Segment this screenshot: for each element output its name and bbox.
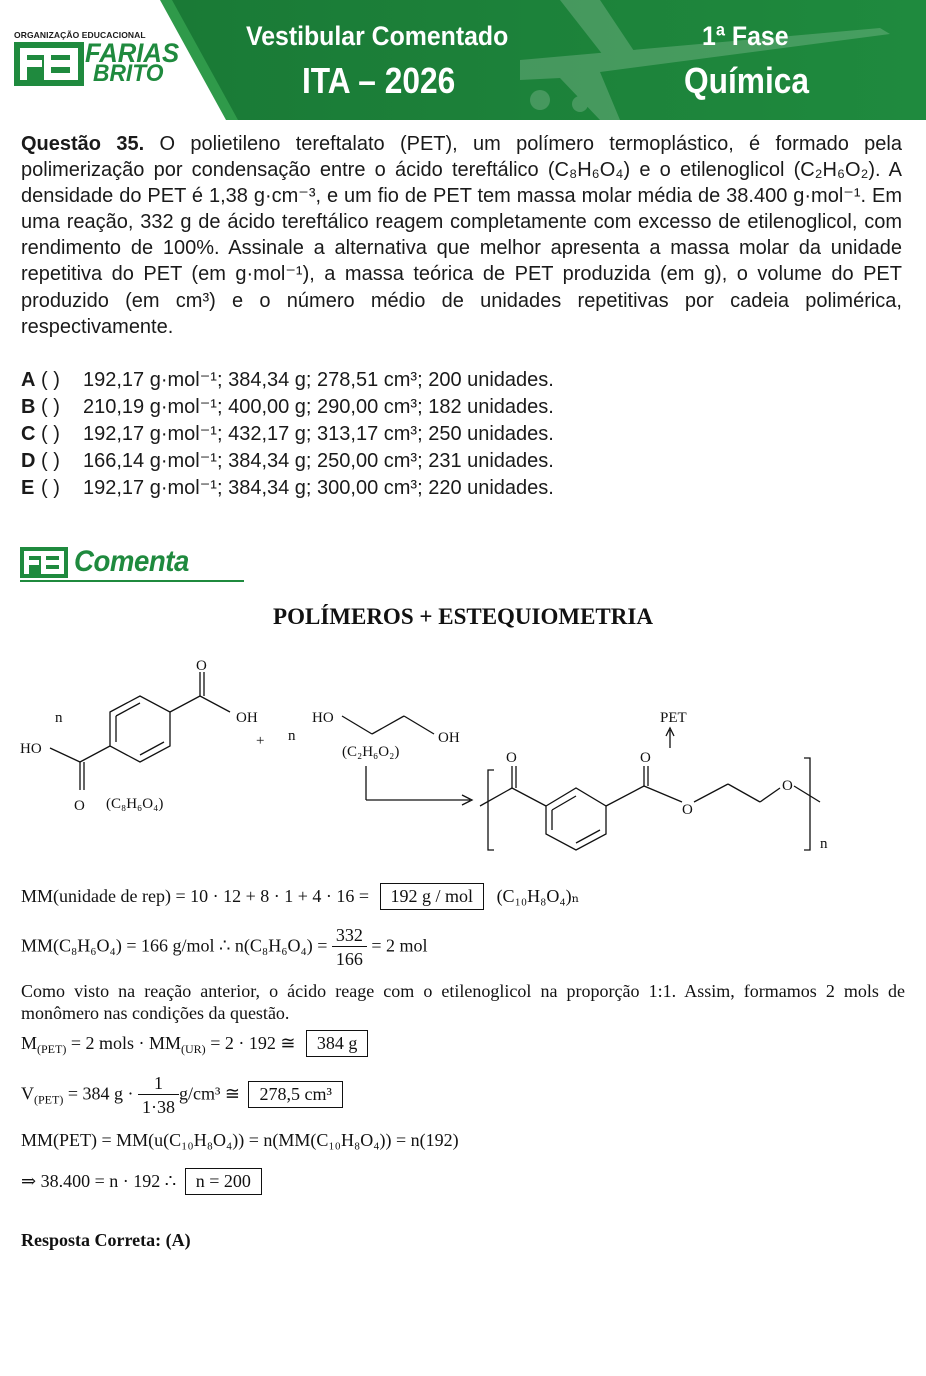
scheme-plus: + (256, 733, 265, 749)
option-checkbox[interactable]: ( ) (41, 477, 60, 500)
scheme-oh-2: OH (438, 730, 460, 746)
option-letter: A (21, 369, 36, 391)
calc-line-4-sub: (PET) (34, 1092, 64, 1107)
pet-o-4: O (782, 778, 793, 794)
question-body: O polietileno tereftalato (PET), um polímero termoplástico, é formado pela polimerização por condensação entre o ácido tereftálico (C₈H₆O₄) e o etilenoglicol (C₂H₆O₂). A densidade do PET é 1,38 g·cm⁻³, e um fio de PET tem massa molar média de 38.400 g·mol⁻¹. Em uma reação, 332 g de ácido tereftálico reagem completamente com excesso de etilenoglicol, com rendimento de 100%. Assinale a alternativa que melhor apresenta a massa molar da unidade repetitiva do PET (em g·mol⁻¹), a massa teórica de PET produzida (em g), o volume do PET produzido (em cm³) e o número médio de unidades repetitivas por cadeia polimérica, respectivamente. (21, 133, 902, 338)
calc-line-2-fraction (332, 924, 367, 971)
calc-line-6 (21, 1168, 262, 1195)
question-text (21, 131, 902, 340)
scheme-n-1: n (55, 710, 63, 726)
option-d[interactable] (21, 448, 554, 475)
calc-line-4-unit: g/cm³ ≅ (178, 1083, 240, 1104)
option-checkbox[interactable]: ( ) (41, 450, 60, 473)
option-letter: D (21, 450, 36, 473)
option-checkbox[interactable]: ( ) (41, 396, 60, 419)
fraction-denominator: 1·38 (141, 1097, 175, 1117)
pet-n: n (820, 836, 828, 852)
option-a[interactable] (21, 367, 554, 394)
question-label: Questão 35. (21, 133, 145, 155)
calc-line-4-v: V (21, 1083, 34, 1104)
calc-line-2-text: MM(C₈H₆O₄) = 166 g/mol ∴ n(C₈H₆O₄) = (21, 935, 328, 956)
solution-paragraph: Como visto na reação anterior, o ácido reage com o etilenoglicol na proporção 1:1. Assim, formamos 2 mols de monômero nas condições da questão. (21, 981, 905, 1023)
calc-line-3 (21, 1030, 368, 1057)
option-letter: C (21, 423, 36, 446)
option-checkbox[interactable]: ( ) (41, 423, 60, 446)
calc-line-1-formula: (C₁₀H₈O₄)ₙ (496, 886, 580, 906)
comenta-title: Comenta (74, 545, 189, 578)
calc-line-3-mid: = 2 mols · MM (66, 1033, 182, 1053)
reaction-scheme (0, 650, 926, 865)
header-subtitle: Vestibular Comentado (246, 21, 509, 51)
header-exam: ITA – 2026 (302, 60, 456, 101)
solution-title: POLÍMEROS + ESTEQUIOMETRIA (273, 604, 653, 629)
fb-comenta-logo-icon (20, 547, 68, 578)
scheme-oh-1: OH (236, 710, 258, 726)
pet-o-3: O (682, 802, 693, 818)
logo-word-brito: BRITO (93, 60, 164, 87)
pet-label: PET (660, 710, 687, 726)
pet-polymer-structure (480, 728, 820, 850)
scheme-o-2: O (74, 798, 85, 814)
options-list (21, 367, 554, 502)
logo-word-farias: FARIAS (85, 38, 180, 68)
header-phase: 1ª Fase (702, 21, 789, 51)
terephthalic-acid-structure (50, 672, 230, 790)
option-letter: E (21, 477, 35, 500)
option-text: 192,17 g·mol⁻¹; 432,17 g; 313,17 cm³; 250 unidades. (83, 423, 554, 446)
glycol-formula: (C₂H₆O₂) (342, 744, 400, 760)
page-header (0, 0, 926, 120)
comenta-underline (20, 580, 244, 582)
option-b[interactable] (21, 394, 554, 421)
calc-line-2-result: = 2 mol (371, 935, 428, 956)
fb-logo-icon (14, 42, 84, 86)
ethylene-glycol-structure (342, 716, 434, 734)
fraction-numerator: 332 (332, 924, 367, 947)
pet-o-2: O (640, 750, 651, 766)
scheme-ho-2: HO (312, 710, 334, 726)
option-text: 192,17 g·mol⁻¹; 384,34 g; 278,51 cm³; 200 unidades. (83, 369, 554, 391)
option-c[interactable] (21, 421, 554, 448)
calc-line-4-mid: = 384 g · (63, 1083, 134, 1104)
calc-line-6-result: n = 200 (185, 1168, 262, 1195)
correct-answer: Resposta Correta: (A) (21, 1230, 191, 1250)
calc-line-3-sub: (PET) (37, 1042, 67, 1056)
option-e[interactable] (21, 475, 554, 502)
calc-line-6-text: ⇒ 38.400 = n · 192 ∴ (21, 1171, 177, 1191)
option-text: 166,14 g·mol⁻¹; 384,34 g; 250,00 cm³; 231 unidades. (83, 450, 554, 473)
scheme-ho-1: HO (20, 741, 42, 757)
calc-line-5: MM(PET) = MM(u(C₁₀H₈O₄)) = n(MM(C₁₀H₈O₄)) = n(192) (21, 1130, 459, 1150)
scheme-o-1: O (196, 658, 207, 674)
fraction-numerator: 1 (138, 1072, 179, 1095)
scheme-n-2: n (288, 728, 296, 744)
calc-line-4-result: 278,5 cm³ (248, 1081, 342, 1108)
calc-line-4-fraction (138, 1072, 179, 1119)
option-text: 192,17 g·mol⁻¹; 384,34 g; 300,00 cm³; 220 unidades. (83, 477, 554, 500)
org-label: ORGANIZAÇÃO EDUCACIONAL (14, 30, 146, 40)
option-letter: B (21, 396, 36, 419)
calc-line-3-result: 384 g (306, 1030, 369, 1057)
calc-line-3-m: M (21, 1033, 38, 1053)
option-checkbox[interactable]: ( ) (41, 369, 60, 391)
calc-line-2 (21, 924, 428, 971)
calc-line-3-sub2: (UR) (181, 1042, 206, 1056)
calc-line-3-right: = 2 · 192 ≅ (205, 1033, 296, 1053)
reaction-arrow-icon (366, 766, 472, 805)
calc-line-1 (21, 883, 579, 910)
calc-line-1-text: MM(unidade de rep) = 10 · 12 + 8 · 1 + 4 · 16 = (21, 886, 370, 906)
fraction-denominator: 166 (335, 949, 363, 969)
option-text: 210,19 g·mol⁻¹; 400,00 g; 290,00 cm³; 182 unidades. (83, 396, 554, 419)
pet-o-1: O (506, 750, 517, 766)
calc-line-4 (21, 1072, 343, 1119)
acid-formula: (C₈H₆O₄) (106, 796, 164, 812)
calc-line-1-result: 192 g / mol (380, 883, 485, 910)
header-subject: Química (684, 60, 810, 101)
